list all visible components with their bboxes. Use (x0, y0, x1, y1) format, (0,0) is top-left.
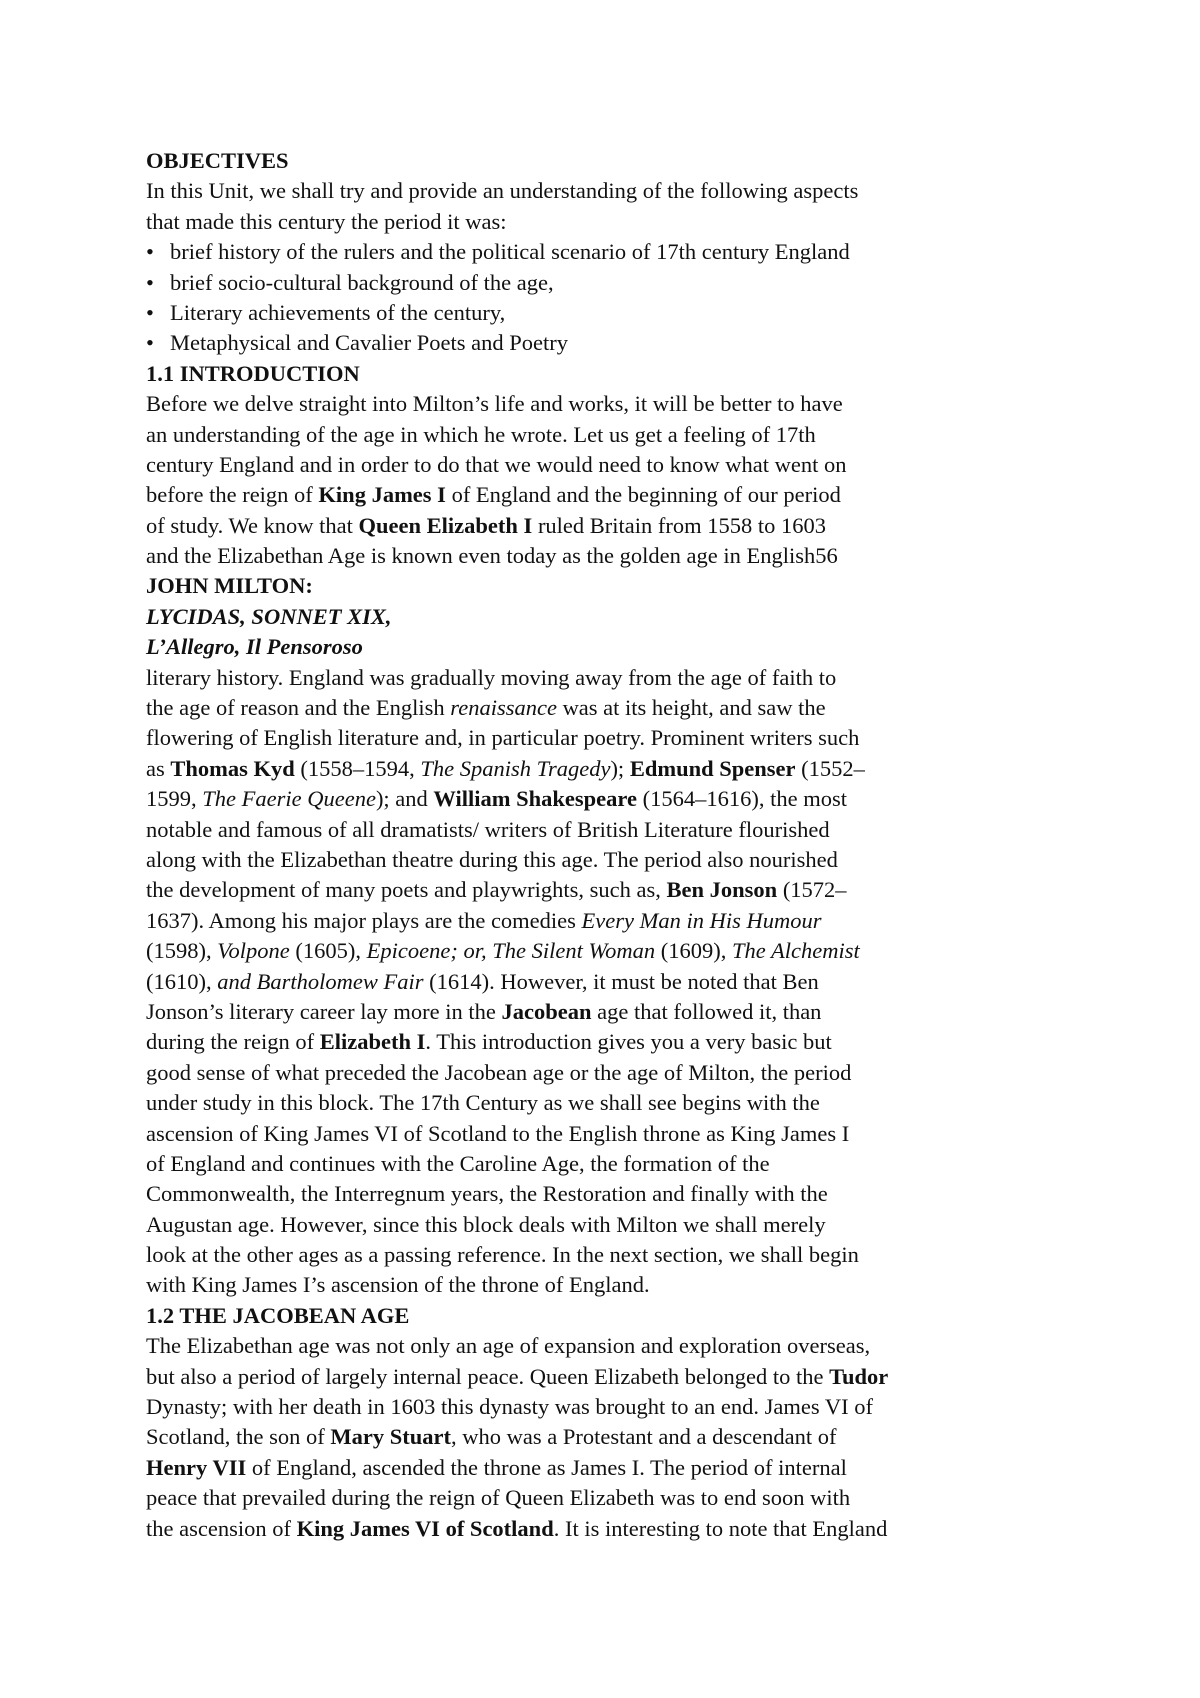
text: of England, ascended the throne as James I. The period of internal (246, 1454, 847, 1480)
paragraph-line (146, 693, 1046, 723)
text: , who was a Protestant and a descendant of (450, 1424, 837, 1450)
paragraph-line: ascension of King James VI of Scotland to the English throne as King James I (146, 1120, 850, 1146)
text: ); (610, 755, 630, 781)
objective-item-text: brief socio-cultural background of the age, (170, 269, 554, 295)
paragraph-line: along with the Elizabethan theatre during this age. The period also nourished (146, 846, 838, 872)
text: (1558–1594, (294, 755, 421, 781)
paragraph-line (146, 511, 1046, 541)
bold-term: Thomas Kyd (170, 755, 295, 781)
bullet: • (146, 269, 154, 295)
text: of England and the beginning of our period (445, 482, 841, 508)
paragraph-line: literary history. England was gradually moving away from the age of faith to (146, 664, 837, 690)
bold-term: Jacobean (501, 998, 592, 1024)
text: ); and (375, 786, 434, 812)
paragraph-line (146, 1422, 1046, 1452)
italic-term: Volpone (217, 938, 290, 964)
bold-term: Elizabeth I (319, 1029, 426, 1055)
bold-term: King James VI of Scotland (296, 1515, 554, 1541)
paragraph-line (146, 784, 1046, 814)
bold-term: Edmund Spenser (629, 755, 796, 781)
paragraph-line: Augustan age. However, since this block deals with Milton we shall merely (146, 1211, 826, 1237)
bullet: • (146, 299, 154, 325)
bold-term: Mary Stuart (330, 1424, 451, 1450)
italic-term: The Spanish Tragedy (420, 755, 611, 781)
text: Jonson’s literary career lay more in the (146, 998, 502, 1024)
text: was at its height, and saw the (556, 695, 826, 721)
paragraph-line: under study in this block. The 17th Century as we shall see begins with the (146, 1090, 820, 1116)
text: the development of many poets and playwrights, such as, (146, 877, 667, 903)
running-header-subtitle: L’Allegro, Il Pensoroso (146, 634, 363, 660)
running-header-subtitle: LYCIDAS, SONNET XIX, (146, 603, 392, 629)
bold-term: Ben Jonson (666, 877, 778, 903)
section-heading-introduction: 1.1 INTRODUCTION (146, 360, 360, 386)
text: ruled Britain from 1558 to 1603 (532, 512, 827, 538)
bold-term: King James I (318, 482, 446, 508)
objective-item-text: Metaphysical and Cavalier Poets and Poetry (170, 330, 569, 356)
paragraph-line: notable and famous of all dramatists/ writers of British Literature flourished (146, 816, 830, 842)
text: (1614). However, it must be noted that Ben (423, 968, 819, 994)
text: age that followed it, than (591, 998, 822, 1024)
text: (1605), (289, 938, 367, 964)
objective-item (146, 298, 1046, 328)
bullet: • (146, 330, 154, 356)
text: during the reign of (146, 1029, 320, 1055)
paragraph-line: with King James I’s ascension of the throne of England. (146, 1272, 650, 1298)
paragraph-line (146, 906, 1046, 936)
italic-term: The Faerie Queene (202, 786, 376, 812)
paragraph-line: Commonwealth, the Interregnum years, the Restoration and finally with the (146, 1181, 828, 1207)
text: the ascension of (146, 1515, 297, 1541)
objectives-heading: OBJECTIVES (146, 148, 289, 173)
bold-term: Queen Elizabeth I (358, 512, 533, 538)
text: of study. We know that (146, 512, 359, 538)
objective-item (146, 268, 1046, 298)
paragraph-line (146, 1362, 1046, 1392)
paragraph-line: Dynasty; with her death in 1603 this dynasty was brought to an end. James VI of (146, 1394, 873, 1420)
text: Scotland, the son of (146, 1424, 331, 1450)
paragraph-line: and the Elizabethan Age is known even today as the golden age in English56 (146, 543, 838, 569)
paragraph-line (146, 480, 1046, 510)
bold-term: Henry VII (146, 1454, 247, 1480)
paragraph-line: Before we delve straight into Milton’s life and works, it will be better to have (146, 391, 843, 417)
text: (1572– (777, 877, 847, 903)
paragraph-line (146, 875, 1046, 905)
paragraph-line (146, 997, 1046, 1027)
paragraph-line: flowering of English literature and, in particular poetry. Prominent writers such (146, 725, 860, 751)
objectives-intro-line: that made this century the period it was: (146, 208, 507, 234)
text: (1610), (146, 968, 218, 994)
paragraph-line: good sense of what preceded the Jacobean age or the age of Milton, the period (146, 1059, 852, 1085)
document-page (146, 146, 1046, 1544)
section-heading-jacobean-age: 1.2 THE JACOBEAN AGE (146, 1302, 410, 1328)
text: . It is interesting to note that England (553, 1515, 888, 1541)
paragraph-line: look at the other ages as a passing reference. In the next section, we shall begin (146, 1242, 859, 1268)
paragraph-line (146, 1027, 1046, 1057)
bullet: • (146, 239, 154, 265)
text: 1637). Among his major plays are the comedies (146, 907, 582, 933)
paragraph-line (146, 967, 1046, 997)
paragraph-line: an understanding of the age in which he wrote. Let us get a feeling of 17th (146, 421, 816, 447)
paragraph-line (146, 754, 1046, 784)
text: (1609), (655, 938, 733, 964)
paragraph-line: of England and continues with the Caroline Age, the formation of the (146, 1150, 770, 1176)
text: as (146, 755, 171, 781)
italic-term: Every Man in His Humour (581, 907, 822, 933)
objective-item-text: brief history of the rulers and the political scenario of 17th century England (170, 239, 850, 265)
italic-term: The Alchemist (732, 938, 860, 964)
paragraph-line: century England and in order to do that we would need to know what went on (146, 451, 847, 477)
text: (1564–1616), the most (637, 786, 847, 812)
text: the age of reason and the English (146, 695, 451, 721)
objective-item (146, 237, 1046, 267)
paragraph-line: peace that prevailed during the reign of Queen Elizabeth was to end soon with (146, 1485, 851, 1511)
objective-item (146, 328, 1046, 358)
bold-term: Tudor (829, 1363, 889, 1389)
paragraph-line (146, 1514, 1046, 1544)
paragraph-line (146, 936, 1046, 966)
objective-item-text: Literary achievements of the century, (170, 299, 506, 325)
italic-term: renaissance (450, 695, 557, 721)
text: . This introduction gives you a very basic but (425, 1029, 832, 1055)
italic-term: and Bartholomew Fair (217, 968, 424, 994)
text: before the reign of (146, 482, 319, 508)
paragraph-line (146, 1453, 1046, 1483)
objectives-intro-line: In this Unit, we shall try and provide an understanding of the following aspects (146, 178, 859, 204)
running-header-title: JOHN MILTON: (146, 573, 313, 599)
text: 1599, (146, 786, 203, 812)
italic-term: Epicoene; or, The Silent Woman (366, 938, 656, 964)
paragraph-line: The Elizabethan age was not only an age of expansion and exploration overseas, (146, 1333, 871, 1359)
text: (1552– (795, 755, 865, 781)
text: (1598), (146, 938, 218, 964)
text: but also a period of largely internal peace. Queen Elizabeth belonged to the (146, 1363, 830, 1389)
bold-term: William Shakespeare (433, 786, 637, 812)
